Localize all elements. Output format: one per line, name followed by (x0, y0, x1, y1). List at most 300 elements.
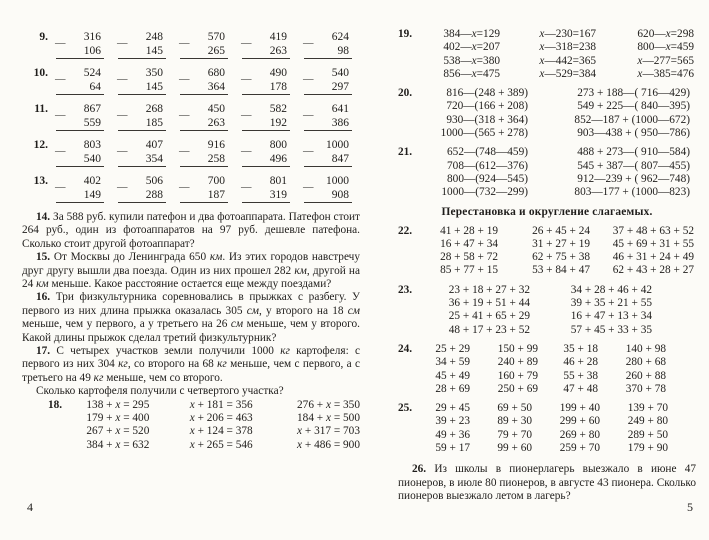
subtrahend: 265 (207, 45, 225, 57)
equation-cell: x—230=167 (539, 28, 596, 40)
equation-cell: 46 + 31 + 24 + 49 (612, 251, 694, 264)
equation-row (62, 425, 360, 438)
minus-sign: — (117, 110, 128, 121)
subtrahend-row (117, 74, 166, 95)
equation-cell: 59 + 17 (435, 442, 470, 455)
minuend: 506 (145, 175, 163, 187)
equation-row (422, 297, 696, 310)
equation-rows (422, 343, 696, 396)
equation-cell: x + 124 = 378 (189, 425, 253, 438)
minus-sign: — (117, 74, 128, 85)
equations-problem-19 (398, 28, 696, 81)
subtrahend-row (241, 74, 290, 95)
problem-number: 26. (412, 463, 427, 476)
problem-number: 19. (398, 28, 413, 40)
equation-cell: 912—239 + ( 962—748) (577, 172, 690, 185)
minuend: 524 (83, 67, 101, 79)
equation-row (418, 114, 696, 127)
equation-cell: 28 + 58 + 72 (440, 251, 498, 264)
subtraction-pair (242, 66, 290, 95)
equation-cell: 34 + 28 + 46 + 42 (570, 283, 652, 296)
subtraction-pair (56, 138, 104, 167)
subtraction-pair (118, 138, 166, 167)
equation-row (62, 399, 360, 412)
minuend: 803 (83, 139, 101, 151)
equation-cell: 55 + 38 (563, 369, 598, 382)
equation-cell: 26 + 45 + 24 (532, 224, 590, 237)
subtrahend: 192 (269, 117, 287, 129)
page-number-left: 4 (27, 500, 33, 514)
subtrahend: 187 (207, 189, 225, 201)
equation-cell: 800—(924—545) (447, 172, 528, 185)
word-problem-question: Сколько картофеля получили с четвертого участка? (36, 385, 284, 398)
word-problem-text: 16. Три физкультурника соревновались в прыжках с разбегу. У первого из них длина прыжка оказалась 305 см, у второго на 18 см меньше, чем у первого, а у третьего на 26 см меньше, чем у второго. Какой длины прыжок сделал третий физкультурник? (22, 291, 360, 344)
problem-number: 13. (33, 175, 48, 187)
equation-cell: 179 + x = 400 (86, 411, 150, 424)
word-problems-14-17 (22, 211, 360, 399)
equation-cell: 384 + x = 632 (86, 438, 150, 451)
subtrahend: 149 (83, 189, 101, 201)
expressions-problem-20 (398, 87, 696, 140)
equation-cell: 273 + 188—( 716—429) (577, 87, 690, 100)
equation-cell: 903—438 + ( 950—786) (577, 127, 690, 140)
equation-cell: 45 + 49 (435, 369, 470, 382)
subtrahend: 64 (89, 81, 101, 93)
minus-sign: — (179, 110, 190, 121)
subtrahend-row (179, 74, 228, 95)
equation-row (422, 356, 696, 369)
subtraction-row (22, 174, 360, 203)
equation-cell: 652—(748—459) (447, 146, 528, 159)
subtrahend-row (179, 38, 228, 59)
subtrahend: 263 (207, 117, 225, 129)
equation-row (418, 127, 696, 140)
minuend: 680 (207, 67, 225, 79)
subtrahend-row (117, 38, 166, 59)
subtrahend-row (303, 74, 352, 95)
word-problem-text: 15. От Москвы до Ленинграда 650 км. Из этих городов навстречу друг другу вышли два поезда. Один из них прошел 282 км, другой на 24 км меньше. Какое расстояние остается еще между поездами? (22, 251, 361, 291)
problem-number: 15. (36, 251, 51, 264)
minus-sign: — (117, 38, 128, 49)
subtraction-pair (304, 138, 352, 167)
minus-sign: — (303, 74, 314, 85)
equation-cell: 28 + 69 (435, 382, 470, 395)
minuend: 916 (207, 139, 225, 151)
equation-row (422, 415, 696, 428)
subtraction-pair (304, 102, 352, 131)
subtraction-problems (22, 30, 360, 203)
equation-cell: 803—177 + (1000—823) (574, 186, 690, 199)
subtrahend: 258 (207, 153, 225, 165)
minus-sign: — (241, 74, 252, 85)
equation-cell: 852—187 + (1000—672) (574, 113, 690, 126)
problem-number: 10. (33, 67, 48, 79)
equation-cell: 250 + 69 (497, 382, 538, 395)
equation-row (422, 264, 696, 277)
equation-cell: x + 486 = 900 (297, 438, 360, 451)
equation-cell: x—277=565 (637, 54, 694, 67)
subtraction-pair (180, 138, 228, 167)
equation-cell: 140 + 98 (625, 342, 666, 355)
minus-sign: — (179, 146, 190, 157)
equation-cell: 16 + 47 + 34 (440, 237, 498, 250)
minus-sign: — (117, 146, 128, 157)
equation-cell: 49 + 36 (435, 428, 470, 441)
equation-cell: 35 + 18 (563, 342, 598, 355)
subtraction-pair (180, 102, 228, 131)
equation-cell: 41 + 28 + 19 (440, 224, 498, 237)
subtrahend: 288 (145, 189, 163, 201)
minuend: 407 (145, 139, 163, 151)
minus-sign: — (117, 182, 128, 193)
equation-row (422, 55, 696, 68)
subtrahend-row (55, 182, 104, 203)
minus-sign: — (55, 182, 66, 193)
equation-cell: 299 + 60 (559, 415, 600, 428)
equation-cell: 57 + 45 + 33 + 35 (570, 323, 652, 336)
subtrahend: 559 (83, 117, 101, 129)
equation-cell: 549 + 225—( 840—395) (577, 100, 690, 113)
minuend: 268 (145, 103, 163, 115)
subtraction-pair (56, 102, 104, 131)
equation-row (422, 68, 696, 81)
minuend: 248 (145, 31, 163, 43)
subtrahend: 386 (331, 117, 349, 129)
equation-cell: 179 + 90 (627, 442, 668, 455)
subtrahend: 185 (145, 117, 163, 129)
equation-cell: 39 + 35 + 21 + 55 (570, 297, 652, 310)
equation-cell: 150 + 99 (497, 342, 538, 355)
equation-rows (422, 225, 696, 278)
subtrahend: 354 (145, 153, 163, 165)
equation-cell: 48 + 17 + 23 + 52 (448, 323, 530, 336)
equation-row (422, 442, 696, 455)
equation-cell: 1000—(565 + 278) (440, 127, 528, 140)
problem-number: 17. (36, 345, 51, 358)
equation-rows (62, 399, 360, 452)
problem-number: 18. (48, 398, 63, 411)
equation-cell: 36 + 19 + 51 + 44 (448, 297, 530, 310)
equation-cell: 37 + 48 + 63 + 52 (612, 224, 694, 237)
minuend: 624 (331, 31, 349, 43)
minus-sign: — (303, 38, 314, 49)
section-heading: Перестановка и округление слагаемых. (441, 205, 653, 218)
subtraction-row (22, 30, 360, 59)
minuend: 800 (269, 139, 287, 151)
equation-cell: 402—x=207 (443, 41, 500, 54)
subtraction-pair (118, 66, 166, 95)
word-problem-26 (398, 463, 696, 503)
subtrahend-row (179, 182, 228, 203)
minuend: 316 (83, 31, 101, 43)
equation-cell: 39 + 23 (435, 415, 470, 428)
equation-cell: x—318=238 (539, 41, 596, 54)
equation-cell: 85 + 77 + 15 (440, 264, 498, 277)
equation-cell: 69 + 50 (497, 402, 532, 415)
problem-number: 24. (398, 342, 413, 355)
minus-sign: — (303, 182, 314, 193)
minus-sign: — (241, 38, 252, 49)
subtraction-pair (242, 30, 290, 59)
equation-rows (418, 87, 696, 140)
subtrahend: 106 (83, 45, 101, 57)
subtraction-row (22, 66, 360, 95)
problem-number: 21. (398, 146, 413, 159)
subtrahend: 178 (269, 81, 287, 93)
subtraction-pair (304, 174, 352, 203)
equation-cell: 280 + 68 (625, 356, 666, 369)
problem-number: 25. (398, 402, 413, 415)
equation-row (422, 429, 696, 442)
equation-cell: 79 + 70 (497, 428, 532, 441)
subtraction-pair (56, 174, 104, 203)
minus-sign: — (241, 182, 252, 193)
minuend: 350 (145, 67, 163, 79)
minus-sign: — (303, 146, 314, 157)
subtrahend: 496 (269, 153, 287, 165)
left-page (22, 30, 360, 458)
minuend: 540 (331, 67, 349, 79)
subtrahend-row (303, 182, 352, 203)
minus-sign: — (55, 38, 66, 49)
equation-row (422, 402, 696, 415)
equation-cell: 289 + 50 (627, 428, 668, 441)
equation-cell: 25 + 41 + 65 + 29 (448, 310, 530, 323)
equation-cell: 800—x=459 (637, 41, 694, 54)
subtrahend-row (303, 146, 352, 167)
subtrahend-row (241, 182, 290, 203)
equation-row (422, 324, 696, 337)
equation-row (62, 412, 360, 425)
problem-number: 16. (36, 291, 51, 304)
equation-cell: 25 + 29 (435, 342, 470, 355)
subtrahend-row (117, 146, 166, 167)
problem-number: 12. (33, 139, 48, 151)
equation-row (418, 186, 696, 199)
equation-cell: 538—x=380 (443, 54, 500, 67)
equation-rows (422, 402, 696, 455)
subtraction-pair (56, 66, 104, 95)
equation-cell: 16 + 47 + 13 + 34 (570, 310, 652, 323)
subtraction-row (22, 102, 360, 131)
equation-cell: 29 + 45 (435, 402, 470, 415)
minus-sign: — (179, 182, 190, 193)
equation-cell: 856—x=475 (443, 67, 500, 80)
equation-cell: 370 + 78 (625, 382, 666, 395)
word-problem-text: 17. С четырех участков земли получили 1000 кг картофеля: с первого из них 304 кг, со второго на 68 кг меньше, чем с первого, а с третьего на 49 кг меньше, чем со второго. (22, 345, 360, 384)
subtrahend: 263 (269, 45, 287, 57)
equation-cell: x—529=384 (539, 67, 596, 80)
minuend: 402 (83, 175, 101, 187)
equation-cell: x + 181 = 356 (189, 398, 253, 411)
minuend: 490 (269, 67, 287, 79)
equation-rows (422, 284, 696, 337)
subtraction-pair (180, 66, 228, 95)
minuend: 641 (331, 103, 349, 115)
subtraction-pair (56, 30, 104, 59)
subtrahend: 540 (83, 153, 101, 165)
subtraction-pair (180, 30, 228, 59)
subtrahend-row (241, 38, 290, 59)
equation-cell: x—385=476 (637, 67, 694, 80)
subtrahend-row (55, 146, 104, 167)
equation-cell: 199 + 40 (559, 402, 600, 415)
subtrahend-row (117, 182, 166, 203)
equation-cell: 89 + 30 (497, 415, 532, 428)
subtrahend: 145 (145, 81, 163, 93)
minus-sign: — (55, 146, 66, 157)
equation-row (422, 343, 696, 356)
equation-cell: 260 + 88 (625, 369, 666, 382)
equation-cell: 708—(612—376) (447, 159, 528, 172)
equation-row (422, 251, 696, 264)
equation-cell: 276 + x = 350 (297, 398, 360, 411)
equation-row (418, 173, 696, 186)
equation-row (422, 225, 696, 238)
minus-sign: — (55, 110, 66, 121)
equation-row (62, 439, 360, 452)
problem-number: 14. (36, 211, 51, 223)
minuend: 582 (269, 103, 287, 115)
subtraction-row (22, 138, 360, 167)
minus-sign: — (303, 110, 314, 121)
minuend: 867 (83, 103, 101, 115)
word-problem-text: 14. За 588 руб. купили патефон и два фотоаппарата. Патефон стоит 264 руб., один из фотоаппаратов на 97 руб. дешевле патефона. Сколько стоит другой фотоаппарат? (22, 211, 360, 250)
equation-row (422, 238, 696, 251)
equation-cell: 930—(318 + 364) (446, 113, 528, 126)
equation-row (422, 383, 696, 396)
equation-cell: 139 + 70 (627, 402, 668, 415)
subtrahend-row (241, 146, 290, 167)
subtraction-pair (180, 174, 228, 203)
equation-cell: 34 + 59 (435, 356, 470, 369)
equation-cell: 47 + 48 (563, 382, 598, 395)
equation-row (418, 87, 696, 100)
equation-cell: 720—(166 + 208) (446, 100, 528, 113)
equation-cell: 240 + 89 (497, 356, 538, 369)
equation-cell: 31 + 27 + 19 (532, 237, 590, 250)
equation-cell: 249 + 80 (627, 415, 668, 428)
equation-cell: 620—x=298 (637, 28, 694, 40)
subtrahend: 847 (331, 153, 349, 165)
equation-cell: 545 + 387—( 807—455) (577, 159, 690, 172)
equation-rows (422, 28, 696, 81)
sums-problem-22 (398, 225, 696, 278)
minuend: 801 (269, 175, 287, 187)
subtrahend-row (55, 74, 104, 95)
equation-cell: x + 265 = 546 (189, 438, 253, 451)
subtraction-pair (304, 66, 352, 95)
equations-problem-18 (22, 399, 360, 452)
problem-number: 22. (398, 224, 413, 237)
right-page (398, 28, 696, 504)
problem-number: 23. (398, 283, 413, 296)
word-problem-text: 26. Из школы в пионерлагерь выезжало в июне 47 пионеров, в июле 80 пионеров, в августе 43 пионера. Сколько пионеров выезжало летом в лагерь? (398, 463, 696, 503)
subtrahend: 98 (337, 45, 349, 57)
minus-sign: — (179, 74, 190, 85)
equation-cell: 160 + 79 (497, 369, 538, 382)
equation-row (418, 100, 696, 113)
subtrahend-row (55, 110, 104, 131)
equation-row (422, 41, 696, 54)
problem-number: 9. (39, 31, 48, 43)
subtraction-pair (118, 102, 166, 131)
equation-cell: 816—(248 + 389) (446, 87, 528, 100)
equation-cell: 138 + x = 295 (86, 398, 150, 411)
subtrahend-row (303, 38, 352, 59)
subtrahend-row (241, 110, 290, 131)
subtraction-pair (242, 174, 290, 203)
subtrahend: 145 (145, 45, 163, 57)
subtrahend: 319 (269, 189, 287, 201)
equation-row (422, 310, 696, 323)
subtrahend: 908 (331, 189, 349, 201)
sums-problem-24 (398, 343, 696, 396)
subtraction-pair (242, 102, 290, 131)
minuend: 570 (207, 31, 225, 43)
subtrahend-row (179, 146, 228, 167)
equation-rows (418, 146, 696, 199)
equation-cell: 46 + 28 (563, 356, 598, 369)
equation-cell: 488 + 273—( 910—584) (577, 146, 690, 159)
equation-row (422, 28, 696, 41)
equation-row (422, 284, 696, 297)
minus-sign: — (179, 38, 190, 49)
subtrahend: 297 (331, 81, 349, 93)
subtraction-pair (304, 30, 352, 59)
equation-cell: 62 + 43 + 28 + 27 (612, 264, 694, 277)
subtrahend-row (117, 110, 166, 131)
equation-cell: 53 + 84 + 47 (532, 264, 590, 277)
equation-cell: 384—x=129 (443, 28, 500, 40)
minuend: 1000 (326, 175, 349, 187)
sums-problem-23 (398, 284, 696, 337)
equation-cell: 267 + x = 520 (86, 425, 150, 438)
equation-cell: 62 + 75 + 38 (532, 251, 590, 264)
equation-row (418, 160, 696, 173)
minuend: 700 (207, 175, 225, 187)
subtraction-pair (242, 138, 290, 167)
subtrahend-row (179, 110, 228, 131)
problem-number: 11. (34, 103, 48, 115)
expressions-problem-21 (398, 146, 696, 199)
equation-row (422, 370, 696, 383)
subtrahend-row (303, 110, 352, 131)
equation-cell: 23 + 18 + 27 + 32 (448, 283, 530, 296)
page-number-right: 5 (687, 500, 693, 514)
minuend: 419 (269, 31, 287, 43)
equation-cell: 259 + 70 (559, 442, 600, 455)
subtrahend-row (55, 38, 104, 59)
problem-number: 20. (398, 87, 413, 100)
minuend: 1000 (326, 139, 349, 151)
equation-cell: 45 + 69 + 31 + 55 (612, 237, 694, 250)
subtraction-pair (118, 174, 166, 203)
equation-cell: x + 206 = 463 (189, 411, 253, 424)
minus-sign: — (241, 146, 252, 157)
minus-sign: — (55, 74, 66, 85)
equation-cell: 99 + 60 (497, 442, 532, 455)
minuend: 450 (207, 103, 225, 115)
subtrahend: 364 (207, 81, 225, 93)
equation-row (418, 146, 696, 159)
equation-cell: 1000—(732—299) (441, 186, 528, 199)
sums-problem-25 (398, 402, 696, 455)
equation-cell: x—442=365 (539, 54, 596, 67)
subtraction-pair (118, 30, 166, 59)
equation-cell: 184 + x = 500 (297, 411, 360, 424)
minus-sign: — (241, 110, 252, 121)
